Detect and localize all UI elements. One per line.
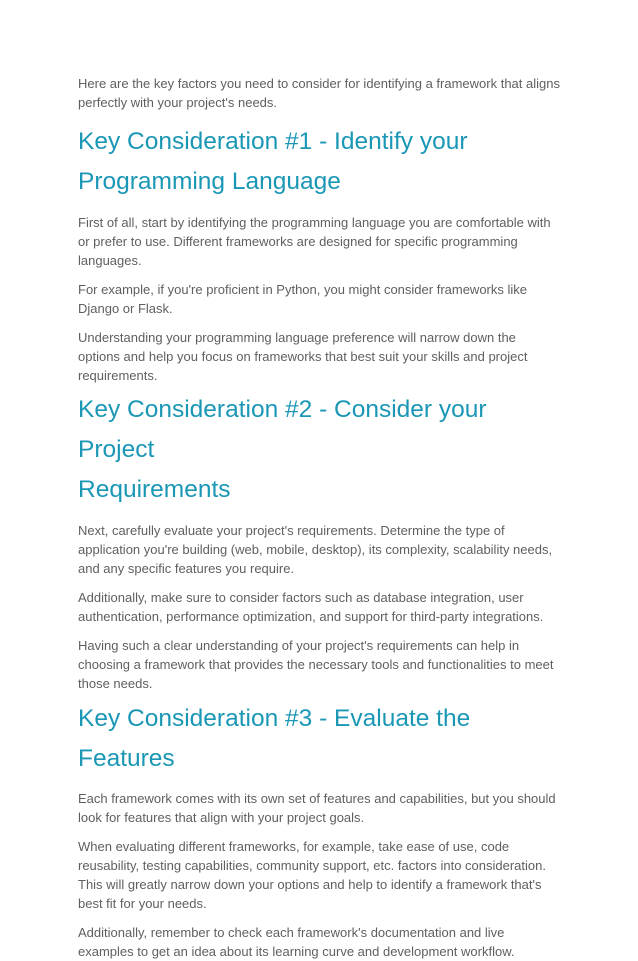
section-2-heading-line-1: Key Consideration #2 - Consider your Project: [78, 396, 487, 463]
section-1-paragraph-3: Understanding your programming language preference will narrow down the options and help you focus on frameworks that best suit your skills and project requirements.: [78, 330, 528, 383]
section-identify-language: [78, 122, 560, 385]
section-1-paragraph-2: For example, if you're proficient in Python, you might consider frameworks like Django or Flask.: [78, 282, 528, 316]
section-3-heading-line-1: Key Consideration #3 - Evaluate the Features: [78, 705, 471, 772]
section-evaluate-features: [78, 699, 560, 961]
intro-paragraph: Here are the key factors you need to consider for identifying a framework that aligns perfectly with your project's needs.: [78, 76, 560, 110]
section-3-paragraph-1: Each framework comes with its own set of features and capabilities, but you should look for features that align with your project goals.: [78, 791, 556, 825]
section-1-heading-line-2: Programming Language: [78, 168, 341, 195]
section-1-heading-line-1: Key Consideration #1 - Identify your: [78, 128, 468, 155]
section-3-paragraph-3: Additionally, remember to check each framework's documentation and live examples to get an idea about its learning curve and development workflow.: [78, 925, 515, 959]
section-3-paragraph-2: When evaluating different frameworks, for example, take ease of use, code reusability, testing capabilities, community support, etc. factors into consideration. This will greatly narrow down your options and help to identify a framework that's best fit for your needs.: [78, 839, 546, 911]
section-2-heading-line-2: Requirements: [78, 476, 231, 503]
section-1-heading: [78, 122, 560, 202]
section-3-heading: [78, 699, 560, 779]
section-2-paragraph-3: Having such a clear understanding of your project's requirements can help in choosing a framework that provides the necessary tools and functionalities to meet those needs.: [78, 638, 554, 691]
section-2-paragraph-1: Next, carefully evaluate your project's requirements. Determine the type of application you're building (web, mobile, desktop), its complexity, scalability needs, and any specific features you require.: [78, 523, 553, 576]
section-2-heading: [78, 390, 560, 510]
section-2-paragraph-2: Additionally, make sure to consider factors such as database integration, user authentication, performance optimization, and support for third-party integrations.: [78, 590, 544, 624]
section-project-requirements: [78, 390, 560, 693]
section-1-paragraph-1: First of all, start by identifying the programming language you are comfortable with or prefer to use. Different frameworks are designed for specific programming languages.: [78, 215, 551, 268]
